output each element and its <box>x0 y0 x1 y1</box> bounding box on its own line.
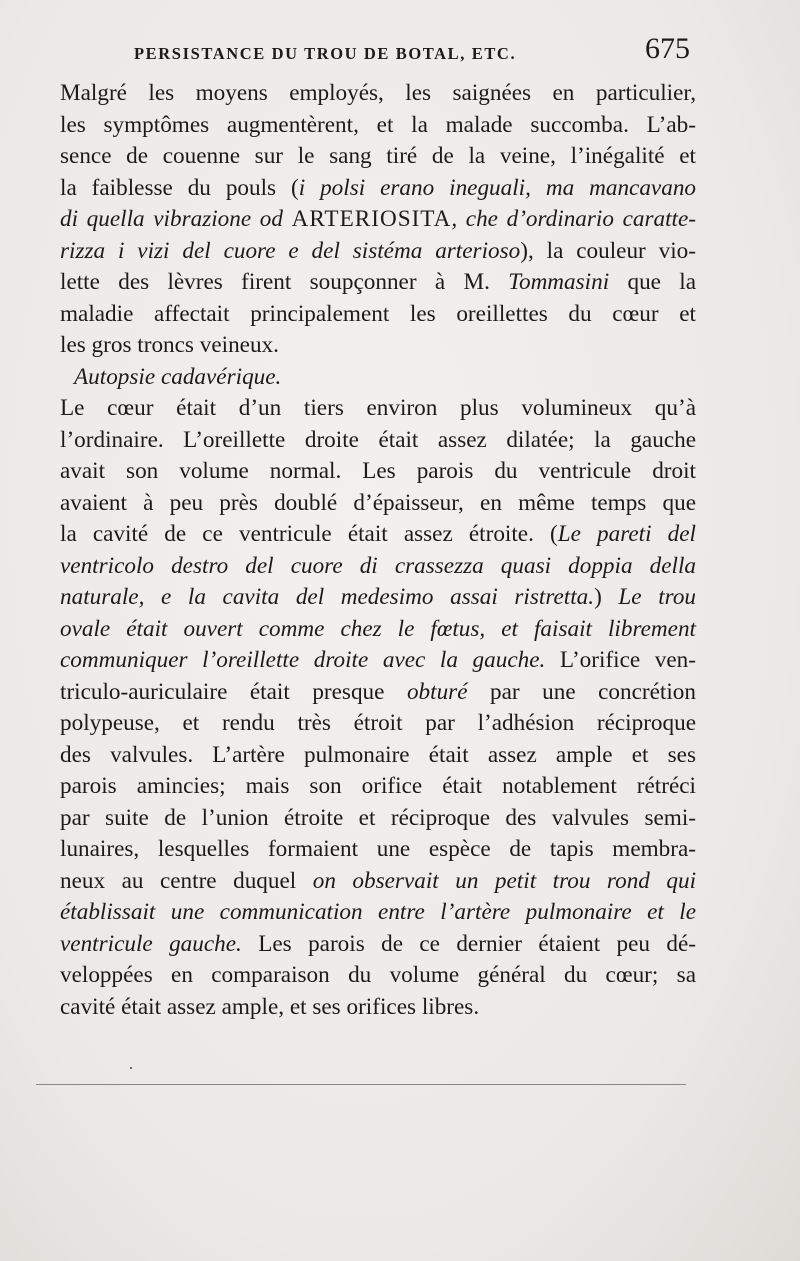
text-line: Le cœur était d’un tiers environ plus volumineux qu’à <box>60 395 696 421</box>
text-line: parois amincies; mais son orifice était notablement rétréci <box>60 773 696 799</box>
text-line: di quella vibrazione od ARTERIOSITA, che d’ordinario caratte- <box>60 206 696 232</box>
text-line: naturale, e la cavita del medesimo assai ristretta.) Le trou <box>60 584 697 610</box>
text-line: l’ordinaire. L’oreillette droite était assez dilatée; la gauche <box>60 426 696 453</box>
text-line: triculo-auriculaire était presque obturé par une concrétion <box>60 678 696 705</box>
text-line: ventricule gauche. Les parois de ce dernier étaient peu dé- <box>60 930 696 957</box>
body-text <box>60 78 696 1023</box>
text-line: des valvules. L’artère pulmonaire était assez ample et ses <box>60 741 696 768</box>
text-line: avaient à peu près doublé d’épaisseur, en même temps que <box>60 489 696 516</box>
text-line: par suite de l’union étroite et réciproque des valvules semi- <box>60 804 696 831</box>
text-line: la cavité de ce ventricule était assez étroite. (Le pareti del <box>60 521 696 547</box>
text-line: sence de couenne sur le sang tiré de la veine, l’inégalité et <box>60 143 696 169</box>
text-line: les symptômes augmentèrent, et la malade succomba. L’ab- <box>60 111 696 138</box>
text-line: lunaires, lesquelles formaient une espèce de tapis membra- <box>60 836 696 862</box>
footnote-rule <box>36 1084 686 1085</box>
text-line: rizza i vizi del cuore e del sistéma arterioso), la couleur vio- <box>60 237 696 264</box>
running-head: PERSISTANCE DU TROU DE BOTAL, ETC. <box>134 44 517 63</box>
text-line: établissait une communication entre l’artère pulmonaire et le <box>60 899 696 925</box>
text-line: neux au centre duquel on observait un petit trou rond qui <box>60 867 697 894</box>
page-header <box>60 30 700 70</box>
text-line: communiquer l’oreillette droite avec la gauche. L’orifice ven- <box>60 647 696 673</box>
text-line: les gros troncs veineux. <box>60 332 279 358</box>
text-line: la faiblesse du pouls (i polsi erano ineguali, ma mancavano <box>60 174 697 201</box>
page-number: 675 <box>645 32 690 65</box>
text-line: Malgré les moyens employés, les saignées en particulier, <box>60 80 696 106</box>
text-line: ovale était ouvert comme chez le fœtus, et faisait librement <box>60 615 696 642</box>
margin-dot: · <box>128 1058 134 1078</box>
text-line: maladie affectait principalement les oreillettes du cœur et <box>60 300 696 327</box>
text-line: cavité était assez ample, et ses orifices libres. <box>60 993 480 1020</box>
text-line: veloppées en comparaison du volume général du cœur; sa <box>60 962 696 988</box>
text-line: polypeuse, et rendu très étroit par l’adhésion réciproque <box>60 710 696 736</box>
text-line: ventricolo destro del cuore di crassezza quasi doppia della <box>60 552 696 579</box>
section-subheading: Autopsie cadavérique. <box>74 363 282 390</box>
text-line: avait son volume normal. Les parois du ventricule droit <box>60 458 696 484</box>
text-line: lette des lèvres firent soupçonner à M. Tommasini que la <box>60 269 696 295</box>
